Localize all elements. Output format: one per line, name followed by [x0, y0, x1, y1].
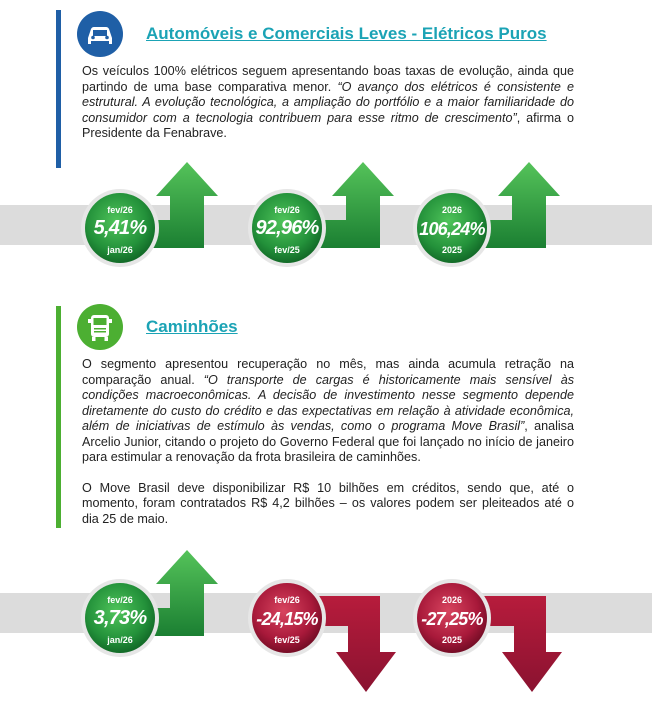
section-body	[82, 357, 574, 527]
indicator-comparison: 2025	[441, 245, 463, 255]
indicator-comparison: fev/25	[274, 245, 300, 255]
indicator-period: fev/26	[274, 205, 300, 215]
indicator-comparison: jan/26	[107, 245, 133, 255]
quote-text: “O transporte de cargas é historicamente mais sensível às condições macroeconômicas. A decisão de investimento nesse segmento depende diretamente do custo do crédito e das expectativas em relação à atividade econômica, além de iniciativas de estímulo às vendas, como o programa Move Brasil”	[82, 372, 574, 433]
body-text: O segmento apresentou recuperação no mês, mas ainda acumula retração na comparação anual.	[82, 357, 574, 387]
indicator-period: fev/26	[107, 595, 133, 605]
indicator-badge	[80, 578, 160, 658]
section-title: Automóveis e Comerciais Leves - Elétricos Puros	[146, 24, 547, 43]
indicator-badge	[247, 578, 327, 658]
body-text: O Move Brasil deve disponibilizar R$ 10 bilhões em créditos, sendo que, até o momento, foram contratados R$ 4,2 bilhões – os valores podem ser pleiteados até o dia 25 de maio.	[82, 480, 574, 526]
indicator-badge	[247, 188, 327, 268]
indicator-value: -27,25%	[421, 609, 483, 629]
section-accent-bar	[56, 306, 61, 528]
car-icon	[77, 11, 123, 57]
indicator-value: 3,73%	[93, 607, 147, 629]
indicator-comparison: fev/25	[274, 635, 300, 645]
indicator-value: -24,15%	[256, 609, 318, 629]
indicator-badge	[80, 188, 160, 268]
indicator-period: 2026	[441, 205, 463, 215]
indicator-period: 2026	[441, 595, 463, 605]
body-text: , afirma o Presidente da Fenabrave.	[82, 110, 574, 140]
body-text: , analisa Arcelio Junior, citando o projeto do Governo Federal que foi lançado no início de janeiro para estimular a renovação da frota brasileira de caminhões.	[82, 419, 574, 464]
indicator-comparison: jan/26	[107, 635, 133, 645]
truck-icon-badge	[77, 304, 123, 350]
indicator-value: 5,41%	[93, 217, 147, 239]
indicator-value: 106,24%	[419, 219, 485, 239]
indicator-value: 92,96%	[255, 217, 319, 239]
quote-text: “O avanço dos elétricos é consistente e estrutural. A evolução tecnológica, a ampliação do portfólio e a maior familiaridade do consumidor com a tecnologia contribuem para esse ritmo de crescimento”	[82, 79, 574, 125]
truck-icon	[77, 304, 123, 350]
section-accent-bar	[56, 10, 61, 168]
indicator-comparison: 2025	[441, 635, 463, 645]
section-body	[82, 64, 574, 142]
indicator-badge	[412, 578, 492, 658]
section-title: Caminhões	[146, 317, 238, 336]
car-icon-badge	[77, 11, 123, 57]
indicator-badge	[412, 188, 492, 268]
body-text: Os veículos 100% elétricos seguem apresentando boas taxas de evolução, ainda que partindo de uma base comparativa menor.	[82, 64, 574, 94]
indicator-period: fev/26	[107, 205, 133, 215]
indicator-period: fev/26	[274, 595, 300, 605]
